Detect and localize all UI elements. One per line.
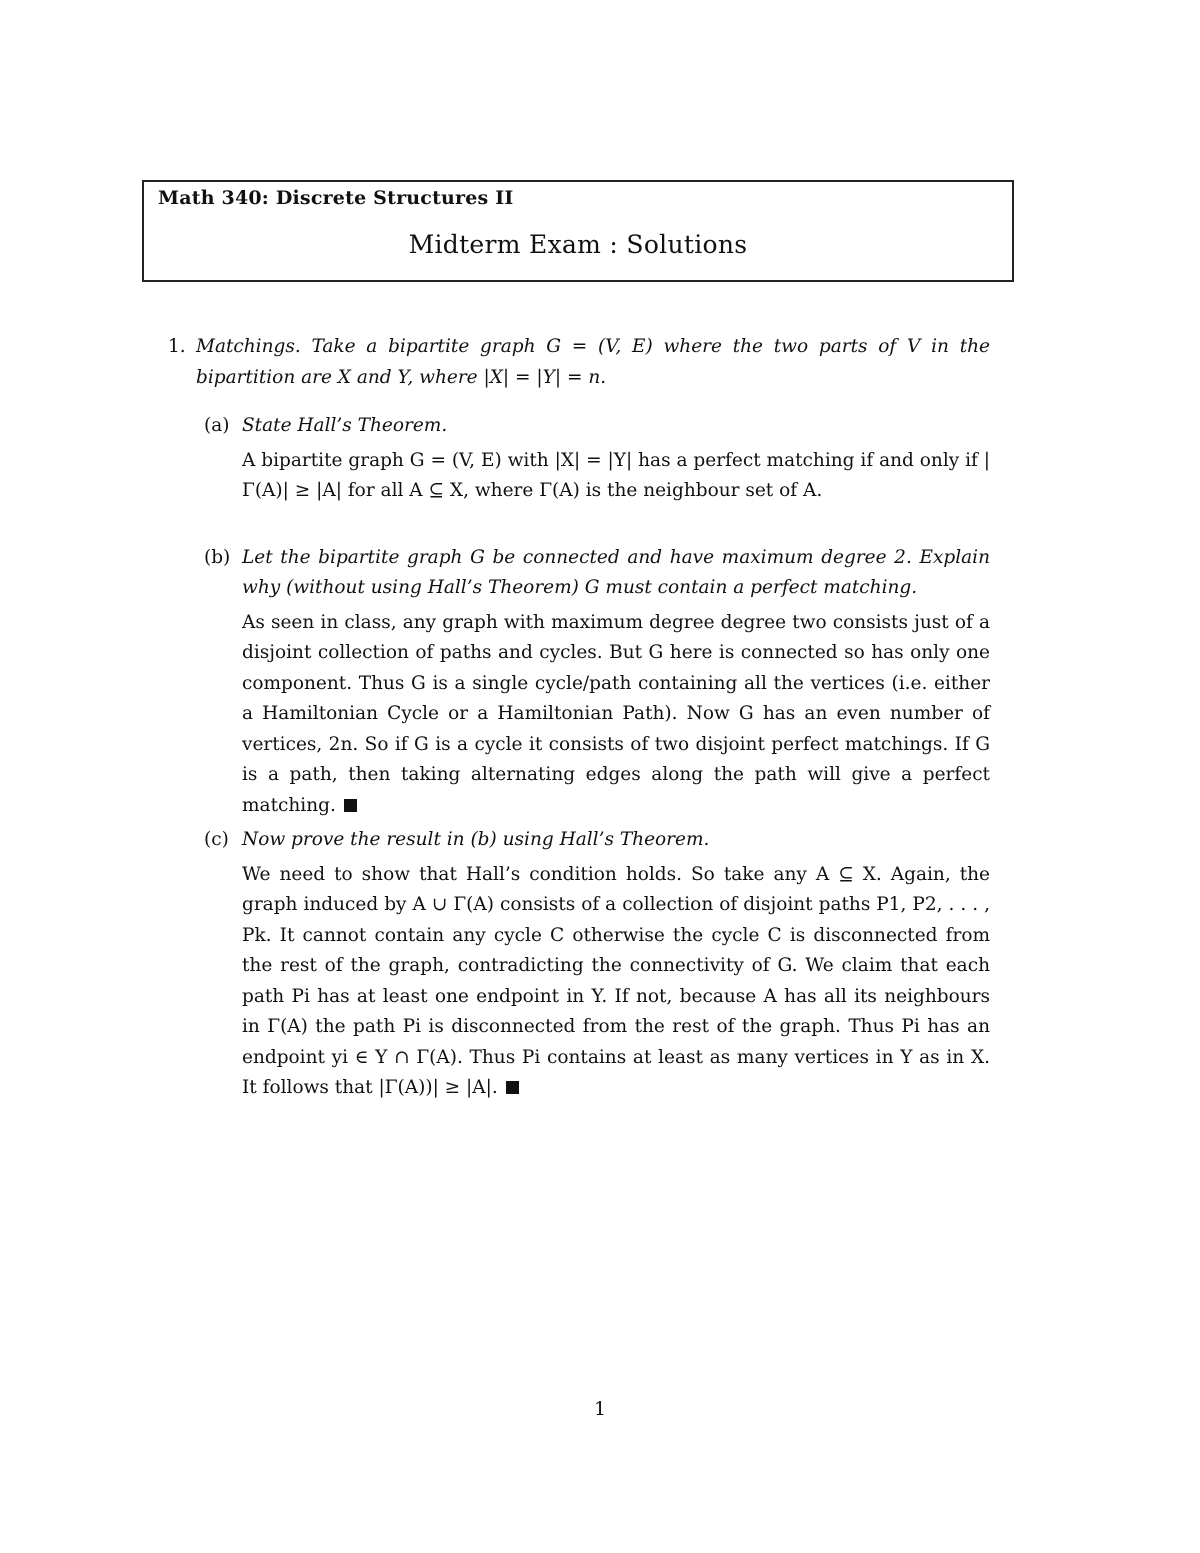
part-answer <box>242 860 990 1104</box>
part-label: (b) <box>204 546 231 568</box>
part-answer <box>242 446 990 507</box>
page-number: 1 <box>593 1398 607 1420</box>
qed-square-icon <box>344 799 357 812</box>
part-answer-text: We need to show that Hall’s condition holds. So take any A ⊆ X. Again, the graph induced by A ∪ Γ(A) consists of a collection of disjoint paths P1, P2, . . . , Pk. It cannot contain any cycle C otherwise the cycle C is disconnected from the rest of the graph, contradicting the connectivity of G. We claim that each path Pi has at least one endpoint in Y. If not, because A has all its neighbours in Γ(A) the path Pi is disconnected from the rest of the graph. Thus Pi has an endpoint yi ∈ Y ∩ Γ(A). Thus Pi contains at least as many vertices in Y as in X. It follows that |Γ(A))| ≥ |A|. <box>242 863 990 1098</box>
part-answer-text: As seen in class, any graph with maximum degree degree two consists just of a disjoint collection of paths and cycles. But G here is connected so has only one component. Thus G is a single cycle/path containing all the vertices (i.e. either a Hamiltonian Cycle or a Hamiltonian Path). Now G has an even number of vertices, 2n. So if G is a cycle it consists of two disjoint perfect matchings. If G is a path, then taking alternating edges along the path will give a perfect matching. <box>242 611 990 816</box>
title-box <box>142 180 1014 282</box>
qed-square-icon <box>506 1081 519 1094</box>
part-question: Now prove the result in (b) using Hall’s Theorem. <box>242 829 710 850</box>
part-answer-text: A bipartite graph G = (V, E) with |X| = |Y| has a perfect matching if and only if |Γ(A)| ≥ |A| for all A ⊆ X, where Γ(A) is the neighbour set of A. <box>242 449 990 501</box>
exam-title: Midterm Exam : Solutions <box>408 230 748 259</box>
part-label: (a) <box>204 415 230 436</box>
part-answer <box>242 608 990 822</box>
question-1-header <box>168 332 990 1104</box>
part-c <box>168 825 990 1104</box>
part-question: Let the bipartite graph G be connected and have maximum degree 2. Explain why (without using Hall’s Theorem) G must contain a perfect matching. <box>242 546 990 598</box>
question-number: 1. <box>168 336 186 357</box>
course-title: Math 340: Discrete Structures II <box>158 187 514 209</box>
part-b <box>168 543 990 822</box>
part-question: State Hall’s Theorem. <box>242 415 448 436</box>
part-a <box>168 411 990 507</box>
question-prompt: Matchings. Take a bipartite graph G = (V, E) where the two parts of V in the bipartition are X and Y, where |X| = |Y| = n. <box>196 336 990 388</box>
question-1 <box>168 332 990 1104</box>
part-label: (c) <box>204 829 229 850</box>
